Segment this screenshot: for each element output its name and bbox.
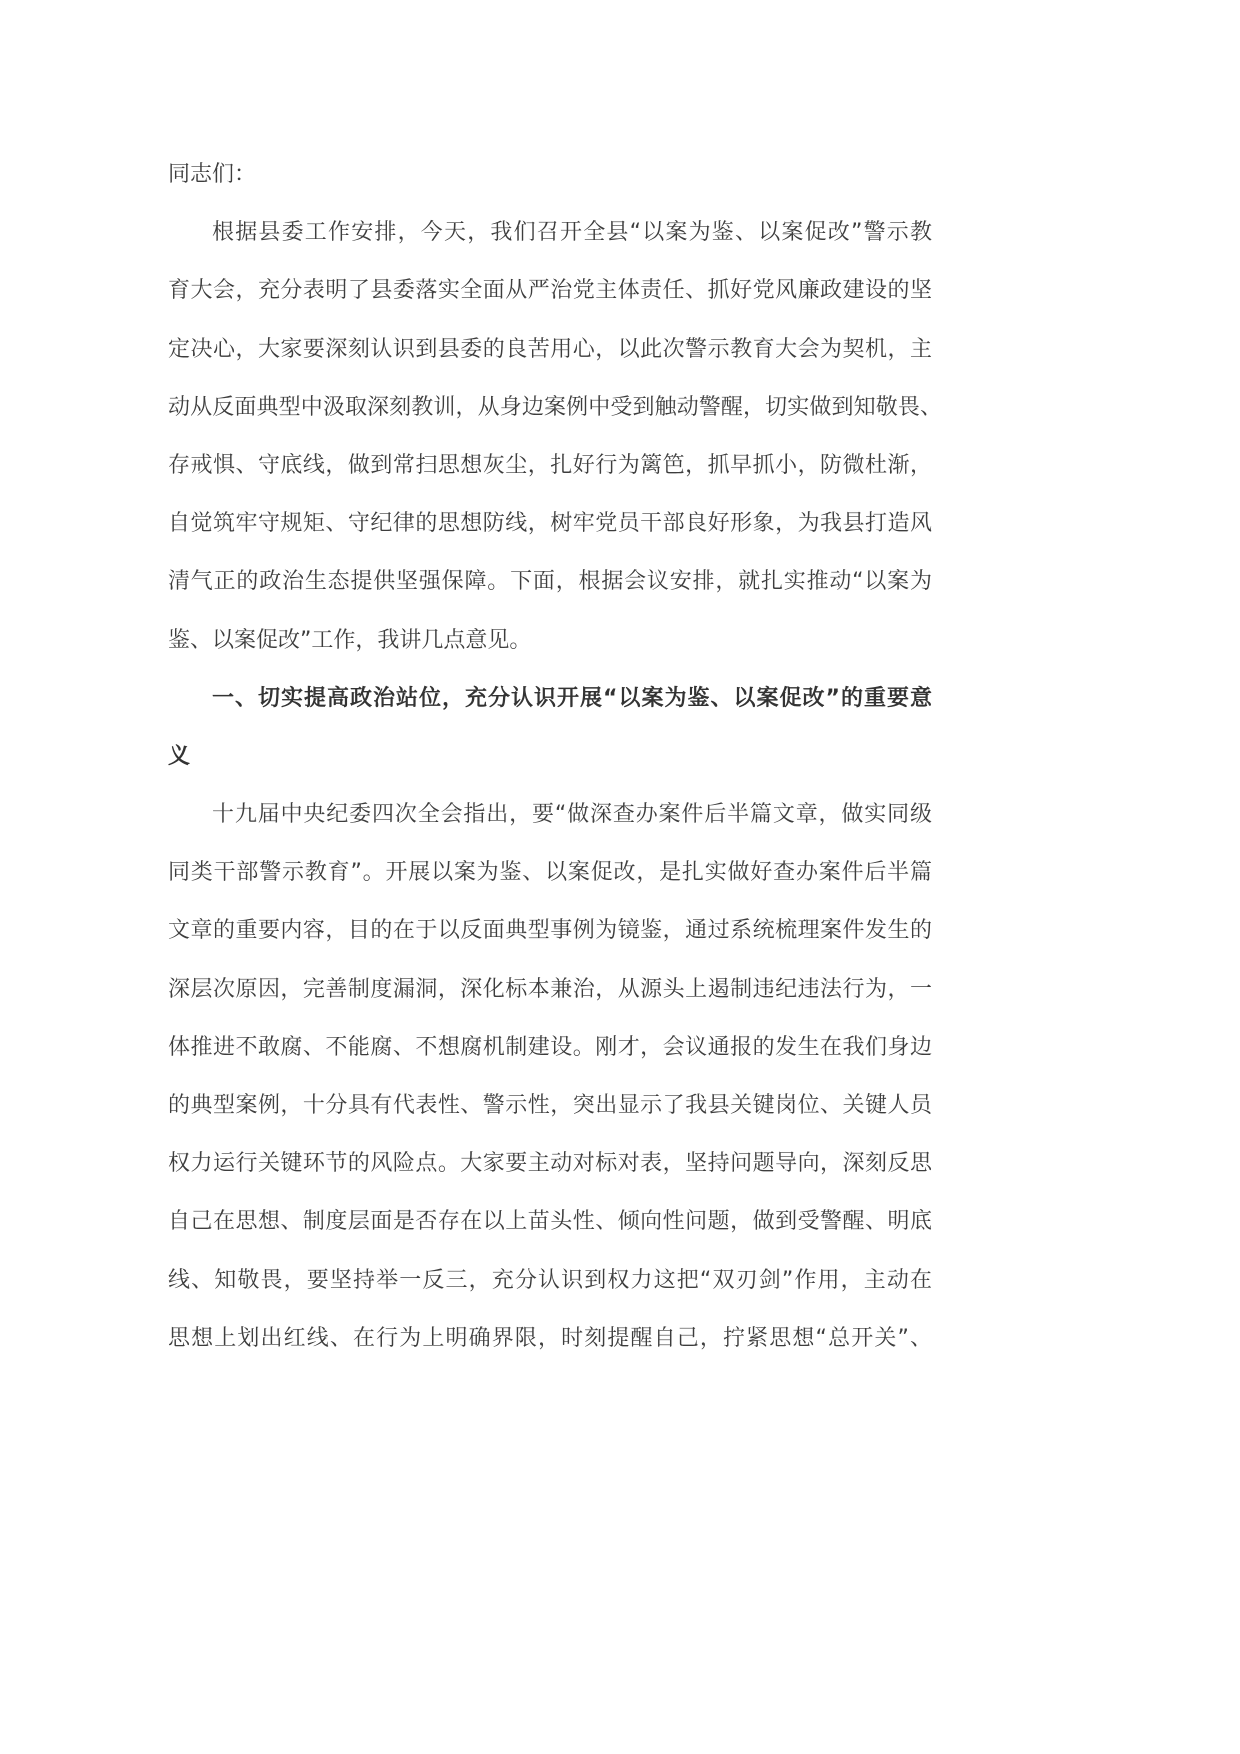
- paragraph-line: 十九届中央纪委四次全会指出，要“做深查办案件后半篇文章，做实同级: [212, 802, 932, 828]
- paragraph-line: 权力运行关键环节的风险点。大家要主动对标对表，坚持问题导向，深刻反思: [168, 1151, 932, 1177]
- paragraph-line: 存戒惧、守底线，做到常扫思想灰尘，扎好行为篱笆，抓早抓小，防微杜渐，: [168, 452, 932, 478]
- paragraph-line: 自己在思想、制度层面是否存在以上苗头性、倾向性问题，做到受警醒、明底: [168, 1209, 932, 1235]
- paragraph-line: 动从反面典型中汲取深刻教训，从身边案例中受到触动警醒，切实做到知敬畏、: [168, 394, 942, 420]
- salutation: 同志们：: [168, 162, 257, 187]
- section-heading: 义: [168, 743, 191, 769]
- paragraph-line: 的典型案例，十分具有代表性、警示性，突出显示了我县关键岗位、关键人员: [168, 1093, 932, 1118]
- paragraph-line: 定决心，大家要深刻认识到县委的良苦用心，以此次警示教育大会为契机，主: [168, 336, 932, 362]
- paragraph-line: 体推进不敢腐、不能腐、不想腐机制建设。刚才，会议通报的发生在我们身边: [168, 1034, 932, 1060]
- paragraph-line: 线、知敬畏，要坚持举一反三，充分认识到权力这把“双刃剑”作用，主动在: [168, 1267, 932, 1293]
- paragraph-line: 文章的重要内容，目的在于以反面典型事例为镜鉴，通过系统梳理案件发生的: [168, 918, 932, 944]
- paragraph-line: 鉴、以案促改”工作，我讲几点意见。: [168, 627, 532, 653]
- paragraph-line: 育大会，充分表明了县委落实全面从严治党主体责任、抓好党风廉政建设的坚: [168, 278, 932, 304]
- document-page: [168, 146, 942, 1368]
- paragraph-line: 思想上划出红线、在行为上明确界限，时刻提醒自己，拧紧思想“总开关”、: [168, 1325, 932, 1351]
- paragraph-line: 清气正的政治生态提供坚强保障。下面，根据会议安排，就扎实推动“以案为: [168, 569, 932, 595]
- paragraph-line: 同类干部警示教育”。开展以案为鉴、以案促改，是扎实做好查办案件后半篇: [168, 860, 932, 886]
- paragraph-line: 根据县委工作安排，今天，我们召开全县“以案为鉴、以案促改”警示教: [212, 220, 932, 246]
- paragraph-line: 深层次原因，完善制度漏洞，深化标本兼治，从源头上遏制违纪违法行为，一: [168, 976, 932, 1002]
- paragraph-line: 自觉筑牢守规矩、守纪律的思想防线，树牢党员干部良好形象，为我县打造风: [168, 511, 932, 537]
- section-heading: 一、切实提高政治站位，充分认识开展“以案为鉴、以案促改”的重要意: [212, 685, 932, 711]
